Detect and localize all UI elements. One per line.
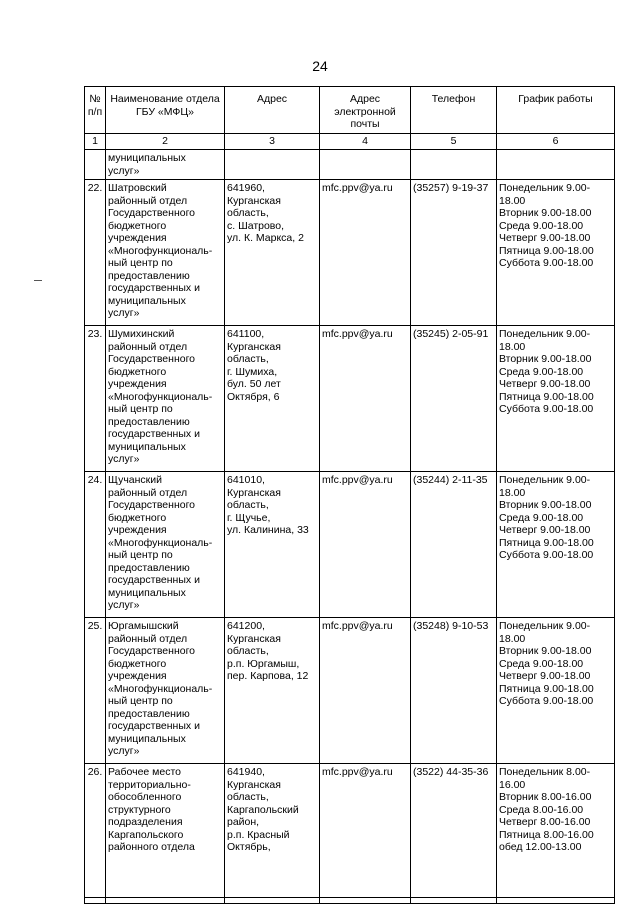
cell-line: Четверг 9.00-18.00 xyxy=(499,670,591,682)
cell-line: бюджетного xyxy=(108,365,167,378)
cell-line: услуг» xyxy=(108,453,140,465)
cell-line: 18.00 xyxy=(499,632,526,645)
cell-line: Понедельник 8.00- xyxy=(499,766,591,778)
cell-line: Шатровский xyxy=(108,182,167,194)
cell-line: Понедельник 9.00- xyxy=(499,620,591,632)
cell-line: Государственного xyxy=(108,207,196,219)
cell-line: муниципальных xyxy=(108,152,186,164)
cell-line: районный отдел xyxy=(108,340,188,353)
phone: (3522) 44-35-36 xyxy=(411,764,497,904)
cell-line: область, xyxy=(227,499,269,511)
column-number: 4 xyxy=(320,134,411,150)
cell-line: Шумихинский xyxy=(108,328,175,340)
header-row xyxy=(85,87,615,134)
email: mfc.ppv@ya.ru xyxy=(320,472,411,618)
cell-line: обед 12.00-13.00 xyxy=(499,841,582,853)
cell-line: Четверг 9.00-18.00 xyxy=(499,378,591,390)
row-number: 25. xyxy=(85,618,106,764)
cell-line: услуг» xyxy=(108,745,140,757)
cell-line: Суббота 9.00-18.00 xyxy=(499,695,594,707)
cell-line: Четверг 9.00-18.00 xyxy=(499,524,591,536)
department-name xyxy=(106,472,225,618)
header-address: Адрес xyxy=(225,87,320,134)
continuation-name xyxy=(106,150,225,180)
cell-line: муниципальных xyxy=(108,440,186,453)
cell-line: Курганская xyxy=(227,486,281,499)
cell-line: Вторник 9.00-18.00 xyxy=(499,499,592,511)
cell-line: Суббота 9.00-18.00 xyxy=(499,257,594,269)
work-schedule xyxy=(497,472,615,618)
cell-line: Среда 9.00-18.00 xyxy=(499,365,584,378)
cell-line: область, xyxy=(227,353,269,365)
cell-line: Вторник 9.00-18.00 xyxy=(499,645,592,657)
cell-line: предоставлению xyxy=(108,269,190,282)
email: mfc.ppv@ya.ru xyxy=(320,764,411,904)
cell-line: Рабочее место xyxy=(108,766,182,778)
cell-line: государственных и xyxy=(108,428,200,440)
phone: (35257) 9-19-37 xyxy=(411,180,497,326)
cell-line: услуг» xyxy=(108,599,140,611)
phone: (35244) 2-11-35 xyxy=(411,472,497,618)
cell-line: государственных и xyxy=(108,574,200,586)
cell-line: муниципальных xyxy=(108,586,186,599)
cell-line: Пятница 9.00-18.00 xyxy=(499,390,594,403)
cell-line: Октябрь, xyxy=(227,841,271,853)
address xyxy=(225,180,320,326)
work-schedule xyxy=(497,326,615,472)
column-number-row xyxy=(85,134,615,150)
cell-line: г. Шумиха, xyxy=(227,365,278,378)
cell-line: Вторник 9.00-18.00 xyxy=(499,353,592,365)
cell-line: 641010, xyxy=(227,474,265,486)
department-name xyxy=(106,180,225,326)
department-name xyxy=(106,326,225,472)
table-row xyxy=(85,618,615,764)
cell-line: подразделения xyxy=(108,816,183,828)
cell-line: Курганская xyxy=(227,194,281,207)
column-number: 1 xyxy=(85,134,106,150)
cell-line: учреждения xyxy=(108,524,167,536)
cell-line: 641940, xyxy=(227,766,265,778)
cell-line: ный центр по xyxy=(108,403,173,415)
cell-line: «Многофункциональ- xyxy=(108,536,213,549)
cell-line: 641100, xyxy=(227,328,265,340)
address xyxy=(225,618,320,764)
cell-line: муниципальных xyxy=(108,294,186,307)
cell-line: обособленного xyxy=(108,791,182,803)
cell-line: область, xyxy=(227,791,269,803)
email: mfc.ppv@ya.ru xyxy=(320,180,411,326)
department-name xyxy=(106,618,225,764)
table-row xyxy=(85,764,615,904)
address xyxy=(225,472,320,618)
cell-line: ный центр по xyxy=(108,695,173,707)
cell-line: бул. 50 лет xyxy=(227,378,281,390)
cell-line: учреждения xyxy=(108,232,167,244)
cell-line: р.п. Красный xyxy=(227,828,290,841)
header-schedule: График работы xyxy=(497,87,615,134)
row-number: 24. xyxy=(85,472,106,618)
cell-line: ул. К. Маркса, 2 xyxy=(227,232,304,244)
column-number: 5 xyxy=(411,134,497,150)
cell-line: Среда 8.00-16.00 xyxy=(499,803,584,816)
cell-line: Пятница 8.00-16.00 xyxy=(499,828,594,841)
cell-line: ул. Калинина, 33 xyxy=(227,524,309,536)
table-row xyxy=(85,180,615,326)
cell-line: Суббота 9.00-18.00 xyxy=(499,549,594,561)
cell-line: районный отдел xyxy=(108,632,188,645)
cell-line: район, xyxy=(227,816,260,828)
table-row xyxy=(85,326,615,472)
cell-line: Государственного xyxy=(108,353,196,365)
cell-line: Пятница 9.00-18.00 xyxy=(499,536,594,549)
cell-line: г. Щучье, xyxy=(227,511,271,524)
cell-line: Четверг 9.00-18.00 xyxy=(499,232,591,244)
cell-line: Среда 9.00-18.00 xyxy=(499,219,584,232)
column-number: 6 xyxy=(497,134,615,150)
margin-mark xyxy=(34,280,42,281)
cell-line: Пятница 9.00-18.00 xyxy=(499,244,594,257)
phone: (35248) 9-10-53 xyxy=(411,618,497,764)
cell-line: бюджетного xyxy=(108,657,167,670)
email: mfc.ppv@ya.ru xyxy=(320,326,411,472)
cell-line: Понедельник 9.00- xyxy=(499,328,591,340)
work-schedule xyxy=(497,764,615,904)
cell-line: Октября, 6 xyxy=(227,390,280,403)
cell-line: р.п. Юргамыш, xyxy=(227,657,300,670)
page-number: 24 xyxy=(312,58,328,74)
cell-line: бюджетного xyxy=(108,219,167,232)
cell-line: Государственного xyxy=(108,645,196,657)
cell-line: территориально- xyxy=(108,778,191,791)
cell-line: государственных и xyxy=(108,720,200,732)
cell-line: 16.00 xyxy=(499,778,526,791)
phone: (35245) 2-05-91 xyxy=(411,326,497,472)
cell-line: предоставлению xyxy=(108,561,190,574)
cell-line: область, xyxy=(227,207,269,219)
cell-line: 18.00 xyxy=(499,340,526,353)
bottom-rule xyxy=(84,897,614,898)
cell-line: бюджетного xyxy=(108,511,167,524)
cell-line: районного отдела xyxy=(108,841,195,853)
cell-line: Среда 9.00-18.00 xyxy=(499,511,584,524)
work-schedule xyxy=(497,618,615,764)
cell-line: Каргапольского xyxy=(108,828,184,841)
cell-line: Юргамышский xyxy=(108,620,179,632)
cell-line: Среда 9.00-18.00 xyxy=(499,657,584,670)
cell-line: Понедельник 9.00- xyxy=(499,182,591,194)
row-number: 26. xyxy=(85,764,106,904)
cell-line: Четверг 8.00-16.00 xyxy=(499,816,591,828)
cell-line: ный центр по xyxy=(108,549,173,561)
cell-line: структурного xyxy=(108,803,171,816)
cell-line: услуг» xyxy=(108,164,140,177)
department-name xyxy=(106,764,225,904)
cell-line: Суббота 9.00-18.00 xyxy=(499,403,594,415)
cell-line: предоставлению xyxy=(108,707,190,720)
table-row xyxy=(85,472,615,618)
cell-line: услуг» xyxy=(108,307,140,319)
cell-line: пер. Карпова, 12 xyxy=(227,670,309,682)
cell-line: «Многофункциональ- xyxy=(108,390,213,403)
cell-line: государственных и xyxy=(108,282,200,294)
cell-line: Курганская xyxy=(227,340,281,353)
cell-line: Вторник 9.00-18.00 xyxy=(499,207,592,219)
cell-line: область, xyxy=(227,645,269,657)
cell-line: «Многофункциональ- xyxy=(108,682,213,695)
cell-line: учреждения xyxy=(108,378,167,390)
cell-line: Курганская xyxy=(227,778,281,791)
cell-line: 18.00 xyxy=(499,194,526,207)
cell-line: 18.00 xyxy=(499,486,526,499)
cell-line: Пятница 9.00-18.00 xyxy=(499,682,594,695)
cell-line: 641960, xyxy=(227,182,265,194)
cell-line: учреждения xyxy=(108,670,167,682)
cell-line: ный центр по xyxy=(108,257,173,269)
cell-line: 641200, xyxy=(227,620,265,632)
column-number: 2 xyxy=(106,134,225,150)
cell-line: Курганская xyxy=(227,632,281,645)
cell-line: Вторник 8.00-16.00 xyxy=(499,791,592,803)
cell-line: районный отдел xyxy=(108,486,188,499)
address xyxy=(225,326,320,472)
address xyxy=(225,764,320,904)
cell-line: Государственного xyxy=(108,499,196,511)
cell-line: Каргапольский xyxy=(227,803,299,816)
column-number: 3 xyxy=(225,134,320,150)
continuation-row xyxy=(85,150,615,180)
row-number: 23. xyxy=(85,326,106,472)
cell-line: Щучанский xyxy=(108,474,163,486)
email: mfc.ppv@ya.ru xyxy=(320,618,411,764)
header-phone: Телефон xyxy=(411,87,497,134)
work-schedule xyxy=(497,180,615,326)
cell-line: Понедельник 9.00- xyxy=(499,474,591,486)
header-num: № п/п xyxy=(85,87,106,134)
cell-line: «Многофункциональ- xyxy=(108,244,213,257)
cell-line: с. Шатрово, xyxy=(227,219,285,232)
cell-line: муниципальных xyxy=(108,732,186,745)
row-number: 22. xyxy=(85,180,106,326)
cell-line: районный отдел xyxy=(108,194,188,207)
mfc-departments-table xyxy=(84,86,615,904)
header-name: Наименование отдела ГБУ «МФЦ» xyxy=(106,87,225,134)
cell-line: предоставлению xyxy=(108,415,190,428)
header-email: Адрес электронной почты xyxy=(320,87,411,134)
